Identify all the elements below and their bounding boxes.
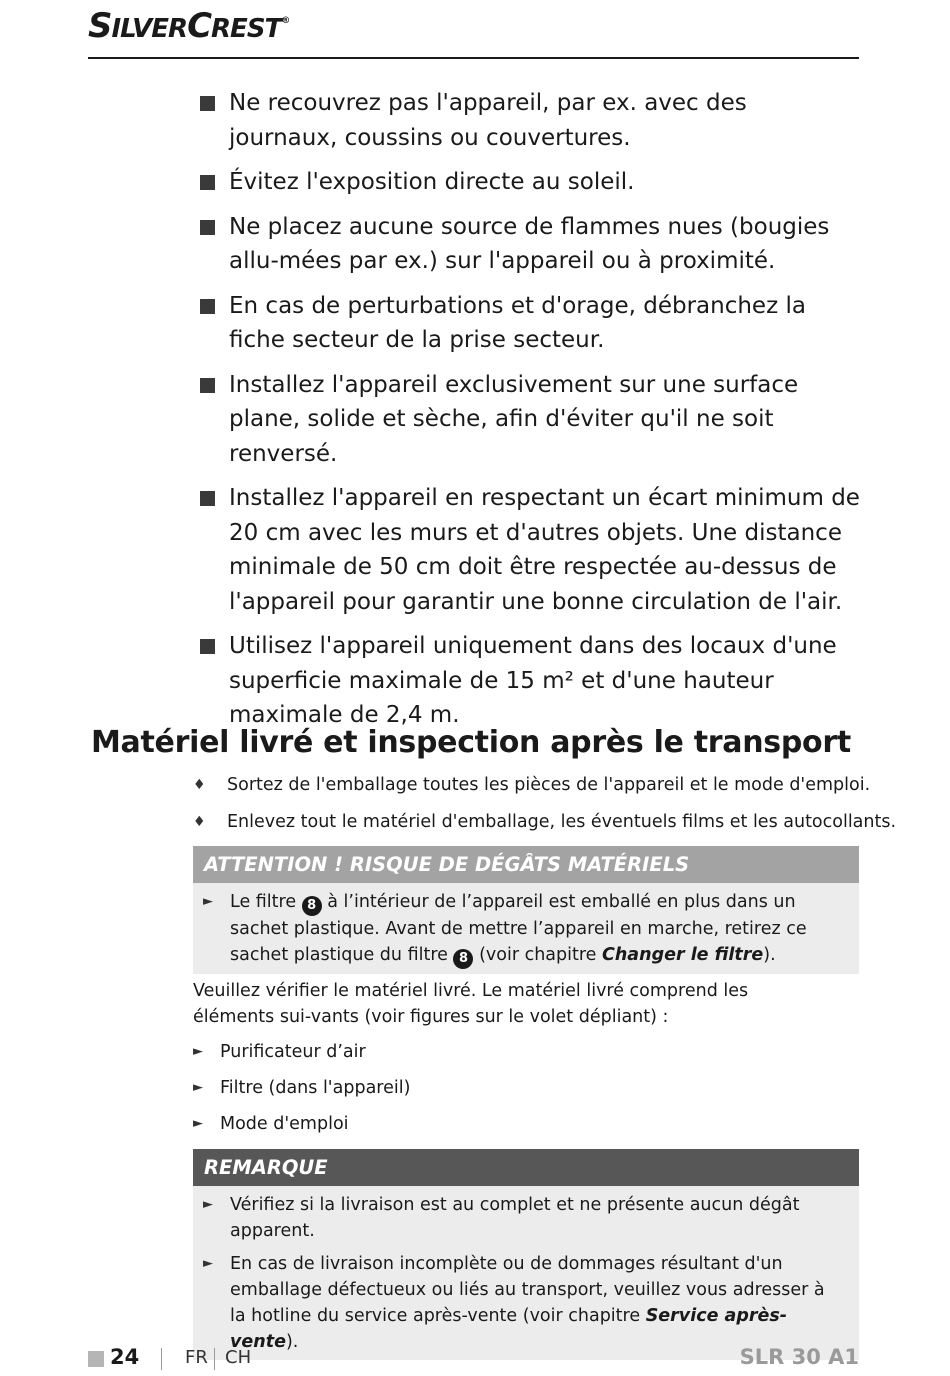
- circled-number-icon: 8: [453, 949, 473, 969]
- safety-instructions-list: [198, 86, 860, 743]
- list-item: [198, 368, 860, 472]
- unpacking-steps: [193, 772, 897, 846]
- list-item-text: Installez l'appareil exclusivement sur une surface plane, solide et sèche, afin d'éviter qu'il ne soit renversé.: [229, 371, 799, 467]
- square-bullet-icon: [200, 175, 215, 190]
- list-item-text: Mode d'emploi: [220, 1114, 349, 1134]
- square-bullet-icon: [200, 96, 215, 111]
- triangle-arrow-icon: ►: [203, 1256, 213, 1271]
- delivery-intro: Veuillez vérifier le matériel livré. Le matériel livré comprend les éléments sui-vants (voir figures sur le volet dépliant) :: [193, 981, 749, 1027]
- list-item-text: Filtre (dans l'appareil): [220, 1078, 411, 1098]
- remarque-item: [203, 1251, 845, 1355]
- list-item-text: Ne recouvrez pas l'appareil, par ex. avec des journaux, coussins ou couvertures.: [229, 90, 747, 151]
- brand-logo: [88, 6, 289, 46]
- list-item: [193, 1111, 410, 1147]
- square-bullet-icon: [200, 220, 215, 235]
- chapter-reference: Service après-vente: [230, 1306, 788, 1352]
- attention-item: [203, 889, 845, 969]
- attention-text: Le filtre 8 à l’intérieur de l’appareil est emballé en plus dans un sachet plastique. Avant de mettre l’appareil en marche, retirez ce sachet plastique du filtre 8 (voir chapitre Changer le filtre).: [230, 889, 845, 969]
- registered-mark: ®: [281, 16, 290, 26]
- list-item-text: En cas de perturbations et d'orage, débranchez la fiche secteur de la prise secteur.: [229, 292, 806, 353]
- list-item: [198, 86, 860, 155]
- diamond-bullet-icon: ♦: [193, 814, 206, 830]
- circled-number-icon: 8: [302, 896, 322, 916]
- model-number: SLR 30 A1: [739, 1345, 859, 1369]
- triangle-arrow-icon: ►: [193, 1080, 203, 1095]
- page-number: 24: [110, 1345, 140, 1369]
- list-item: [193, 1075, 410, 1111]
- language-code: FR: [185, 1347, 208, 1368]
- triangle-arrow-icon: ►: [193, 1116, 203, 1131]
- header-rule: [88, 57, 859, 59]
- list-item: [198, 289, 860, 358]
- remarque-text: En cas de livraison incomplète ou de dommages résultant d'un emballage défectueux ou liés au transport, veuillez vous adresser à la hotline du service après-vente (voir chapitre Service après-vente).: [230, 1254, 825, 1352]
- remarque-text: Vérifiez si la livraison est au complet et ne présente aucun dégât apparent.: [230, 1195, 800, 1241]
- language-code: CH: [225, 1347, 252, 1368]
- triangle-arrow-icon: ►: [203, 894, 213, 909]
- list-item: [198, 165, 860, 200]
- list-item-text: Installez l'appareil en respectant un écart minimum de 20 cm avec les murs et d'autres objets. Une distance minimale de 50 cm doit être respectée au-dessus de l'appareil pour garantir une bonne circulation de l'air.: [229, 485, 860, 615]
- logo-text: REST: [211, 14, 282, 44]
- step-text: Enlevez tout le matériel d'emballage, les éventuels films et les autocollants.: [227, 812, 897, 832]
- remarque-item: [203, 1192, 845, 1244]
- step-item: [193, 809, 897, 835]
- list-item: [193, 1039, 410, 1075]
- step-item: [193, 772, 871, 798]
- logo-letter: S: [88, 6, 112, 46]
- logo-text: ILVER: [111, 14, 188, 44]
- square-bullet-icon: [88, 1351, 104, 1367]
- list-item-text: Utilisez l'appareil uniquement dans des locaux d'une superficie maximale de 15 m² et d'une hauteur maximale de 2,4 m.: [229, 633, 837, 728]
- logo-letter: C: [187, 6, 212, 46]
- square-bullet-icon: [200, 299, 215, 314]
- page-footer: [88, 1342, 859, 1376]
- diamond-bullet-icon: ♦: [193, 777, 206, 793]
- list-item-text: Ne placez aucune source de flammes nues (bougies allu-mées par ex.) sur l'appareil ou à proximité.: [229, 213, 830, 274]
- remarque-box: [193, 1149, 859, 1360]
- list-item: [198, 481, 860, 619]
- chapter-reference: Changer le filtre: [602, 945, 764, 965]
- list-item-text: Purificateur d’air: [220, 1042, 366, 1062]
- square-bullet-icon: [200, 639, 215, 654]
- triangle-arrow-icon: ►: [193, 1044, 203, 1059]
- attention-heading: ATTENTION ! RISQUE DE DÉGÂTS MATÉRIELS: [193, 846, 859, 883]
- section-title: Matériel livré et inspection après le transport: [91, 725, 851, 760]
- remarque-heading: REMARQUE: [193, 1149, 859, 1186]
- list-item-text: Évitez l'exposition directe au soleil.: [229, 169, 635, 195]
- footer-divider: [214, 1348, 215, 1370]
- step-text: Sortez de l'emballage toutes les pièces de l'appareil et le mode d'emploi.: [227, 775, 871, 795]
- triangle-arrow-icon: ►: [203, 1197, 213, 1212]
- square-bullet-icon: [200, 491, 215, 506]
- square-bullet-icon: [200, 378, 215, 393]
- list-item: [198, 629, 860, 733]
- delivery-items: [193, 1039, 410, 1147]
- attention-box: [193, 846, 859, 974]
- footer-divider: [161, 1348, 162, 1370]
- list-item: [198, 210, 860, 279]
